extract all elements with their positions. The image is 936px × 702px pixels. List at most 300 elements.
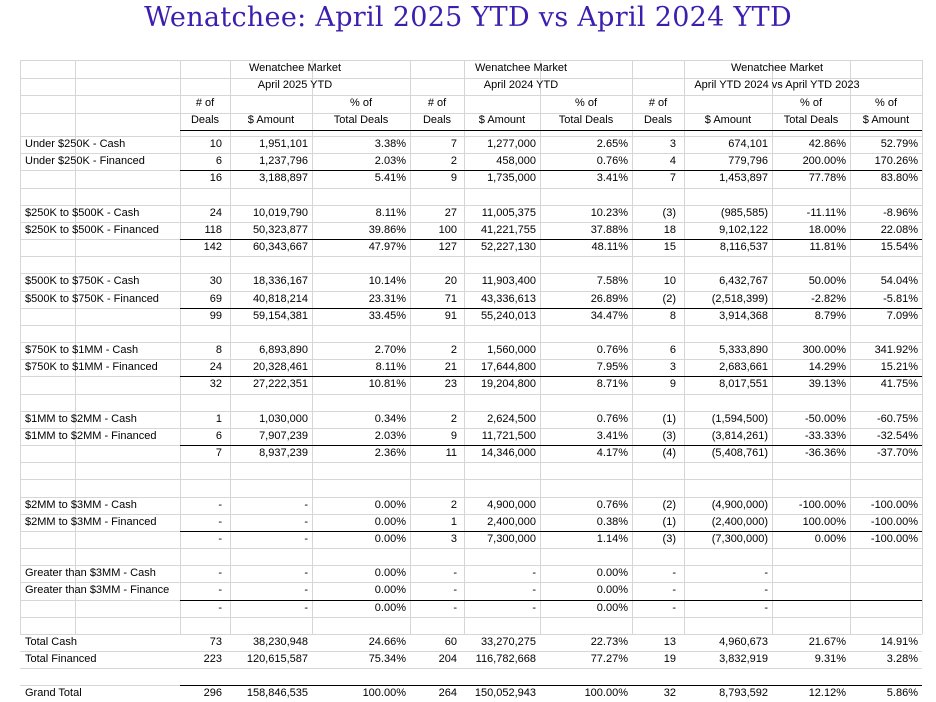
table-cell bbox=[312, 325, 406, 342]
row-label: $250K to $500K - Cash bbox=[25, 206, 140, 219]
table-cell: - bbox=[304, 584, 308, 597]
table-cell bbox=[230, 479, 308, 496]
table-cell bbox=[540, 548, 628, 565]
table-cell: -37.70% bbox=[877, 447, 918, 460]
table-cell: 59,154,381 bbox=[252, 309, 308, 322]
row-label bbox=[25, 548, 180, 565]
group-market-3: Wenatchee Market bbox=[730, 62, 824, 74]
table-row bbox=[20, 222, 922, 239]
row-label bbox=[25, 170, 180, 187]
table-cell: 13 bbox=[663, 635, 676, 648]
table-cell: 33.45% bbox=[368, 309, 406, 322]
table-cell bbox=[230, 394, 308, 411]
table-cell bbox=[684, 256, 768, 273]
table-cell: 0.00% bbox=[374, 601, 406, 614]
table-cell bbox=[850, 565, 918, 582]
table-cell bbox=[230, 188, 308, 205]
table-cell bbox=[772, 565, 846, 582]
table-cell: (3,814,261) bbox=[711, 429, 768, 442]
table-cell: 83.80% bbox=[880, 172, 918, 185]
row-label bbox=[25, 256, 180, 273]
table-row bbox=[20, 565, 922, 582]
table-cell: 7 bbox=[450, 138, 457, 150]
table-cell: 17,644,800 bbox=[480, 361, 536, 374]
table-cell bbox=[772, 256, 846, 273]
table-row bbox=[20, 411, 922, 428]
table-cell: 150,052,943 bbox=[474, 687, 536, 700]
table-cell: 7.95% bbox=[596, 361, 628, 374]
table-cell: 0.38% bbox=[596, 515, 628, 528]
table-cell bbox=[312, 462, 406, 479]
table-cell: 43,336,613 bbox=[480, 292, 536, 305]
table-cell: 20 bbox=[444, 275, 457, 288]
table-row bbox=[20, 651, 922, 668]
table-cell bbox=[410, 479, 457, 496]
table-cell: - bbox=[218, 601, 222, 614]
table-cell: 14,346,000 bbox=[480, 447, 536, 460]
table-cell bbox=[850, 188, 918, 205]
table-cell: 779,796 bbox=[728, 155, 768, 168]
table-cell bbox=[540, 325, 628, 342]
table-cell: 100.00% bbox=[802, 515, 846, 528]
table-row bbox=[20, 582, 922, 599]
row-label: $2MM to $3MM - Cash bbox=[25, 498, 137, 511]
table-cell: 10 bbox=[209, 138, 222, 150]
table-cell bbox=[684, 548, 768, 565]
table-cell: 1 bbox=[215, 412, 222, 425]
table-cell: -11.11% bbox=[806, 206, 846, 219]
table-cell bbox=[772, 188, 846, 205]
table-cell: 3.41% bbox=[596, 172, 628, 185]
hdr-deals-top-2: # of bbox=[427, 97, 447, 109]
table-cell bbox=[464, 325, 536, 342]
table-cell: 100.00% bbox=[362, 687, 406, 700]
subtotal-rule bbox=[180, 170, 922, 171]
table-cell: 2.36% bbox=[374, 447, 406, 460]
table-cell bbox=[772, 617, 846, 634]
table-cell: 75.34% bbox=[368, 653, 406, 666]
table-cell bbox=[772, 548, 846, 565]
table-cell: 11,903,400 bbox=[481, 275, 536, 288]
table-row bbox=[20, 136, 922, 153]
table-cell bbox=[312, 548, 406, 565]
table-cell bbox=[540, 668, 628, 685]
table-cell: 120,615,587 bbox=[246, 653, 308, 666]
table-cell: 4,960,673 bbox=[719, 635, 768, 648]
table-cell bbox=[410, 548, 457, 565]
table-cell: (4) bbox=[662, 447, 676, 460]
table-row-subtotal bbox=[20, 188, 922, 205]
table-cell bbox=[410, 462, 457, 479]
table-cell bbox=[772, 668, 846, 685]
row-label: Under $250K - Financed bbox=[25, 155, 145, 168]
table-row-subtotal bbox=[20, 600, 922, 617]
table-cell: 8 bbox=[669, 309, 676, 322]
row-label bbox=[25, 325, 180, 342]
table-cell bbox=[230, 668, 308, 685]
group-period-3: April YTD 2024 vs April YTD 2023 bbox=[694, 79, 860, 91]
table-cell: - bbox=[218, 532, 222, 545]
table-cell: (3) bbox=[662, 206, 676, 219]
table-cell: 14.91% bbox=[880, 635, 918, 648]
table-cell bbox=[410, 668, 457, 685]
table-cell bbox=[410, 394, 457, 411]
table-cell: 5,333,890 bbox=[719, 344, 768, 357]
table-cell: (2,400,000) bbox=[711, 515, 768, 528]
table-cell: 41,221,755 bbox=[480, 223, 536, 236]
table-cell: - bbox=[764, 601, 768, 614]
row-label: Greater than $3MM - Finance bbox=[25, 584, 170, 597]
row-label: $1MM to $2MM - Financed bbox=[25, 429, 157, 442]
table-cell: 300.00% bbox=[802, 344, 846, 357]
table-cell: - bbox=[672, 584, 676, 597]
table-cell: 204 bbox=[438, 653, 457, 666]
hdr-amount-3: $ Amount bbox=[704, 114, 752, 126]
table-cell: 11 bbox=[445, 447, 457, 460]
table-cell: 69 bbox=[209, 292, 222, 305]
table-cell bbox=[632, 617, 676, 634]
table-cell: 27,222,351 bbox=[252, 378, 308, 391]
row-label bbox=[25, 376, 180, 393]
table-cell: 2,400,000 bbox=[487, 515, 536, 528]
table-cell: 9 bbox=[450, 429, 457, 442]
table-cell: 9.31% bbox=[814, 653, 846, 666]
row-label bbox=[25, 668, 180, 685]
table-cell: 2 bbox=[450, 498, 457, 511]
table-cell: 26.89% bbox=[590, 292, 628, 305]
table-cell: 18,336,167 bbox=[252, 275, 308, 288]
table-cell: 41.75% bbox=[880, 378, 918, 391]
row-label: $1MM to $2MM - Cash bbox=[25, 412, 137, 425]
hdr-deals-top-1: # of bbox=[195, 97, 215, 109]
table-cell: 1,277,000 bbox=[487, 138, 536, 150]
table-cell: 8.71% bbox=[596, 378, 628, 391]
table-cell: 7,300,000 bbox=[487, 532, 536, 545]
table-cell: 6 bbox=[215, 429, 222, 442]
table-cell: 2.03% bbox=[374, 429, 406, 442]
table-cell: 10,019,790 bbox=[252, 206, 308, 219]
table-cell: 0.00% bbox=[374, 498, 406, 511]
table-cell bbox=[772, 479, 846, 496]
table-cell: 99 bbox=[209, 309, 222, 322]
table-cell: 2,624,500 bbox=[487, 412, 536, 425]
row-label bbox=[25, 479, 180, 496]
table-cell: 118 bbox=[204, 223, 222, 236]
table-cell: 20,328,461 bbox=[252, 361, 308, 374]
table-cell: 71 bbox=[444, 292, 457, 305]
hdr-deals-1: Deals bbox=[190, 114, 220, 126]
table-cell: 2,683,661 bbox=[719, 361, 768, 374]
table-cell: (4,900,000) bbox=[711, 498, 768, 511]
header-underline bbox=[180, 130, 922, 131]
table-cell bbox=[540, 394, 628, 411]
group-market-2: Wenatchee Market bbox=[474, 62, 568, 74]
table-cell bbox=[684, 617, 768, 634]
table-cell: 38,230,948 bbox=[252, 635, 308, 648]
table-cell bbox=[772, 600, 846, 617]
table-cell bbox=[464, 668, 536, 685]
table-row-subtotal bbox=[20, 325, 922, 342]
table-cell bbox=[410, 256, 457, 273]
hdr-pct-top-1: % of bbox=[349, 97, 372, 109]
table-row bbox=[20, 359, 922, 376]
row-label: Total Financed bbox=[25, 653, 97, 666]
hdr-pct-amount-3: $ Amount bbox=[862, 114, 910, 126]
table-cell bbox=[850, 462, 918, 479]
table-cell: -100.00% bbox=[870, 498, 918, 511]
table-cell bbox=[312, 479, 406, 496]
table-cell bbox=[410, 617, 457, 634]
table-cell bbox=[180, 479, 222, 496]
table-cell bbox=[632, 462, 676, 479]
table-cell: 2 bbox=[450, 155, 457, 168]
table-cell bbox=[540, 462, 628, 479]
row-label bbox=[25, 188, 180, 205]
table-cell: 674,101 bbox=[728, 138, 768, 150]
table-cell: 48.11% bbox=[591, 241, 628, 254]
table-cell: 142 bbox=[203, 241, 222, 254]
table-cell: (5,408,761) bbox=[711, 447, 768, 460]
table-row-subtotal bbox=[20, 376, 922, 393]
table-cell: 0.00% bbox=[596, 601, 628, 614]
table-cell bbox=[312, 617, 406, 634]
table-cell: 2 bbox=[450, 412, 457, 425]
table-cell: 19,204,800 bbox=[480, 378, 536, 391]
table-cell: -100.00% bbox=[798, 498, 846, 511]
table-cell bbox=[180, 668, 222, 685]
table-cell: 55,240,013 bbox=[480, 309, 536, 322]
table-cell: 0.00% bbox=[596, 584, 628, 597]
subtotal-rule bbox=[180, 600, 922, 601]
table-cell: 15.54% bbox=[880, 241, 918, 254]
table-cell: 10.14% bbox=[368, 275, 406, 288]
table-cell: 0.76% bbox=[596, 155, 628, 168]
table-cell: 5.41% bbox=[374, 172, 406, 185]
table-cell bbox=[850, 582, 918, 599]
table-cell: - bbox=[304, 567, 308, 580]
table-cell: 0.76% bbox=[596, 498, 628, 511]
hdr-deals-3: Deals bbox=[643, 114, 673, 126]
table-row-subtotal bbox=[20, 256, 922, 273]
table-row-subtotal bbox=[20, 170, 922, 187]
table-cell: 11,721,500 bbox=[481, 429, 536, 442]
table-cell: (2) bbox=[662, 498, 676, 511]
table-row-subtotal bbox=[20, 308, 922, 325]
table-cell: 4,900,000 bbox=[487, 498, 536, 511]
table-cell: 40,818,214 bbox=[252, 292, 308, 305]
table-cell: 23 bbox=[444, 378, 457, 391]
row-label: Total Cash bbox=[25, 635, 77, 648]
subtotal-rule bbox=[180, 445, 922, 446]
table-cell: 0.00% bbox=[374, 515, 406, 528]
table-cell bbox=[772, 582, 846, 599]
table-cell bbox=[230, 325, 308, 342]
table-cell bbox=[850, 325, 918, 342]
table-cell: 0.76% bbox=[596, 412, 628, 425]
table-cell: 6 bbox=[669, 344, 676, 357]
row-label bbox=[25, 462, 180, 479]
table-cell: (3) bbox=[662, 532, 676, 545]
row-label: Greater than $3MM - Cash bbox=[25, 567, 156, 580]
table-cell: 77.78% bbox=[808, 172, 846, 185]
table-cell: 60 bbox=[444, 635, 457, 648]
table-row bbox=[20, 514, 922, 531]
table-cell: 170.26% bbox=[874, 155, 918, 168]
row-label bbox=[25, 531, 180, 548]
table-cell bbox=[684, 394, 768, 411]
table-cell: 3.38% bbox=[374, 138, 406, 150]
table-cell: - bbox=[218, 584, 222, 597]
table-cell: (7,300,000) bbox=[711, 532, 768, 545]
table-cell: 3,832,919 bbox=[719, 653, 768, 666]
table-cell: 127 bbox=[438, 241, 457, 254]
table-cell: 0.00% bbox=[374, 567, 406, 580]
row-label: $500K to $750K - Cash bbox=[25, 275, 140, 288]
table-cell: 52.79% bbox=[880, 138, 918, 150]
table-cell: - bbox=[218, 515, 222, 528]
row-label: $500K to $750K - Financed bbox=[25, 292, 159, 305]
table-cell bbox=[850, 479, 918, 496]
table-cell bbox=[684, 188, 768, 205]
table-cell bbox=[632, 548, 676, 565]
table-cell: - bbox=[304, 515, 308, 528]
table-cell: 1,951,101 bbox=[259, 138, 308, 150]
table-cell: 91 bbox=[444, 309, 457, 322]
table-cell bbox=[684, 668, 768, 685]
grand-total-rule bbox=[180, 685, 922, 686]
row-label: $750K to $1MM - Financed bbox=[25, 361, 158, 374]
table-row-subtotal bbox=[20, 617, 922, 634]
table-cell: (2) bbox=[662, 292, 676, 305]
table-cell bbox=[684, 462, 768, 479]
table-cell bbox=[464, 617, 536, 634]
table-cell: 37.88% bbox=[590, 223, 628, 236]
table-cell: - bbox=[672, 601, 676, 614]
table-cell: 21.67% bbox=[808, 635, 846, 648]
table-cell: 7,907,239 bbox=[259, 429, 308, 442]
table-cell: 100 bbox=[438, 223, 457, 236]
table-cell: - bbox=[764, 584, 768, 597]
table-cell: 0.00% bbox=[374, 584, 406, 597]
table-cell: (3) bbox=[662, 429, 676, 442]
hdr-amount-2: $ Amount bbox=[478, 114, 526, 126]
table-cell: -100.00% bbox=[870, 515, 918, 528]
table-cell: 16 bbox=[209, 172, 222, 185]
table-cell: 10 bbox=[663, 275, 676, 288]
table-cell: (1,594,500) bbox=[711, 412, 768, 425]
table-cell: 52,227,130 bbox=[480, 241, 536, 254]
row-label: $2MM to $3MM - Financed bbox=[25, 515, 157, 528]
table-cell bbox=[632, 479, 676, 496]
table-cell: - bbox=[672, 567, 676, 580]
table-cell bbox=[632, 325, 676, 342]
table-cell bbox=[464, 479, 536, 496]
table-cell bbox=[632, 394, 676, 411]
table-cell: 341.92% bbox=[874, 344, 918, 357]
table-cell bbox=[850, 256, 918, 273]
table-cell bbox=[850, 617, 918, 634]
table-cell: - bbox=[453, 601, 457, 614]
table-cell: 60,343,667 bbox=[252, 241, 308, 254]
grid-vline bbox=[922, 60, 923, 634]
subtotal-rule bbox=[180, 308, 922, 309]
table-row-subtotal bbox=[20, 394, 922, 411]
table-cell bbox=[180, 548, 222, 565]
table-cell: 2.70% bbox=[374, 344, 406, 357]
table-cell: 32 bbox=[663, 687, 676, 700]
table-cell: 2 bbox=[450, 344, 457, 357]
table-cell bbox=[850, 600, 918, 617]
table-cell: 27 bbox=[444, 206, 457, 219]
table-cell bbox=[850, 548, 918, 565]
table-cell: - bbox=[218, 498, 222, 511]
table-cell: (2,518,399) bbox=[711, 292, 768, 305]
table-cell: 0.00% bbox=[596, 567, 628, 580]
hdr-total-deals-2: Total Deals bbox=[558, 114, 614, 126]
table-cell: 6,432,767 bbox=[719, 275, 768, 288]
table-cell bbox=[850, 668, 918, 685]
table-cell: 8,937,239 bbox=[259, 447, 308, 460]
table-cell: -8.96% bbox=[883, 206, 918, 219]
table-cell: 33,270,275 bbox=[480, 635, 536, 648]
table-cell: 8.11% bbox=[375, 361, 406, 374]
table-cell: 5.86% bbox=[886, 687, 918, 700]
table-cell: 4.17% bbox=[596, 447, 628, 460]
table-cell: 9 bbox=[450, 172, 457, 185]
table-cell bbox=[312, 188, 406, 205]
table-cell: 24 bbox=[209, 361, 222, 374]
table-cell bbox=[230, 462, 308, 479]
row-label bbox=[25, 600, 180, 617]
hdr-pct-top-3: % of bbox=[799, 97, 822, 109]
table-cell: 0.00% bbox=[374, 532, 406, 545]
table-row-subtotal bbox=[20, 548, 922, 565]
table-cell: 7 bbox=[215, 447, 222, 460]
table-cell: 15.21% bbox=[880, 361, 918, 374]
hdr-pct-amt-top-3: % of bbox=[874, 97, 897, 109]
table-cell: 18.00% bbox=[808, 223, 846, 236]
table-cell: 7.09% bbox=[886, 309, 918, 322]
table-cell bbox=[180, 617, 222, 634]
subtotal-rule bbox=[180, 531, 922, 532]
table-cell bbox=[632, 668, 676, 685]
table-cell: -60.75% bbox=[877, 412, 918, 425]
table-cell: 116,782,668 bbox=[475, 653, 536, 666]
table-cell: 15 bbox=[663, 241, 676, 254]
spreadsheet-table bbox=[20, 60, 922, 700]
table-cell bbox=[180, 256, 222, 273]
table-cell: 2.65% bbox=[596, 138, 628, 150]
table-cell: 8.79% bbox=[814, 309, 846, 322]
hdr-deals-top-3: # of bbox=[648, 97, 668, 109]
table-cell: 1,237,796 bbox=[259, 155, 308, 168]
table-cell: 264 bbox=[438, 687, 457, 700]
table-cell bbox=[684, 479, 768, 496]
table-cell: 296 bbox=[203, 687, 222, 700]
table-cell: 200.00% bbox=[802, 155, 846, 168]
table-cell: -100.00% bbox=[870, 532, 918, 545]
group-market-1: Wenatchee Market bbox=[248, 62, 342, 74]
table-cell: 3,914,368 bbox=[719, 309, 768, 322]
table-cell: (1) bbox=[662, 515, 676, 528]
table-cell bbox=[230, 548, 308, 565]
table-cell: 6 bbox=[215, 155, 222, 168]
table-row-subtotal bbox=[20, 668, 922, 685]
table-cell bbox=[312, 394, 406, 411]
table-cell: 39.86% bbox=[368, 223, 406, 236]
table-cell: 7 bbox=[669, 172, 676, 185]
table-cell: (1) bbox=[662, 412, 676, 425]
